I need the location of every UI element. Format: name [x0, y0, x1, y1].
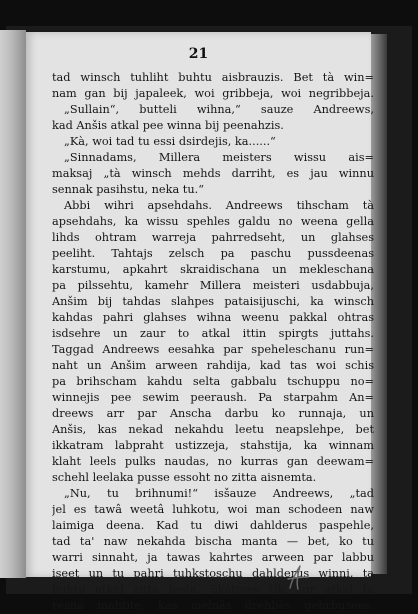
text-line: „Kà, woi tad tu essi dsirdejis, ka......“: [64, 135, 276, 148]
text-line: sennak pasihstu, neka tu.“: [52, 183, 204, 196]
text-line: resna mahtite, kas melnâs drehbês gehrbusees,: [52, 599, 374, 612]
text-line: ikkatram labpraht ustizzeja, stahstija, ka winnam: [52, 439, 374, 452]
page-text: [52, 70, 374, 614]
text-line: iseet un tu pahri tuhkstoschu dahlderus winni, ta: [52, 567, 374, 580]
text-line: dreews arr par Anscha darbu ko runnaja, un: [52, 407, 374, 420]
text-line: peeliht. Tahtajs zelsch pa paschu pussdeenas: [52, 247, 374, 260]
text-line: buhtu atkal zitta leeta. Skattees tik, tur atkal ta: [52, 583, 374, 596]
text-line: kahdas pahri glahses wihna weenu pakkal ohtras: [52, 311, 374, 324]
text-line: „Nu, tu brihnumi!“ isšauze Andreews, „tad: [64, 487, 374, 500]
text-line: isdsehre un zaur to atkal ittin spirgts juttahs.: [52, 327, 374, 340]
text-line: kad Anšis atkal pee winna bij peenahzis.: [52, 119, 284, 132]
text-line: laimiga deena. Kad tu diwi dahlderus paspehle,: [52, 519, 374, 532]
text-line: pa brihscham kahdu selta gabbalu tschuppu no=: [52, 375, 374, 388]
text-line: winnejis pee sewim peeraush. Pa starpahm An=: [52, 391, 374, 404]
text-line: lihds ohtram warreja pahrredseht, un glahses: [52, 231, 374, 244]
page-number: 21: [188, 46, 209, 62]
text-line: karstumu, apkahrt skraidischana un mekleschana: [52, 263, 374, 276]
text-line: Abbi wihri apsehdahs. Andreews tihscham tà: [64, 199, 374, 212]
text-line: jel es tawâ weetâ luhkotu, woi man schodeen naw: [52, 503, 374, 516]
text-line: „Sullain“, butteli wihna,“ sauze Andreews,: [64, 103, 374, 116]
text-line: pa pilssehtu, kamehr Millera meisteri usdabbuja,: [52, 279, 374, 292]
book-page: [26, 32, 374, 612]
text-line: nam gan bij japaleek, woi gribbeja, woi negribbeja.: [52, 87, 374, 100]
text-line: Anšis, kas nekad nekahdu leetu neapslehpe, bet: [52, 423, 374, 436]
text-line: warri sinnaht, ja tawas kahrtes arween par labbu: [52, 551, 374, 564]
handwritten-mark: [284, 562, 312, 592]
text-line: klaht leels pulks naudas, no kurras gan deewam=: [52, 455, 374, 468]
text-line: apsehdahs, ka wissu spehles galdu no weena gella: [52, 215, 374, 228]
text-line: tad ta' naw nekahda bischa manta — bet, ko tu: [52, 535, 374, 548]
text-line: „Sinnadams, Millera meisters wissu ais=: [64, 151, 374, 164]
text-line: Anšim bij tahdas slahpes pataisijuschi, ka winsch: [52, 295, 374, 308]
text-line: tad winsch tuhliht buhtu aisbrauzis. Bet tà win=: [52, 71, 374, 84]
text-line: Taggad Andreews eesahka par speheleschanu run=: [52, 343, 374, 356]
text-line: naht un Anšim arween rahdija, kad tas woi schis: [52, 359, 374, 372]
text-line: schehl leelaka pusse essoht no zitta aisnemta.: [52, 471, 317, 484]
text-line: maksaj „tà winsch mehds darriht, es jau winnu: [52, 167, 374, 180]
previous-page-edge: [0, 30, 26, 578]
